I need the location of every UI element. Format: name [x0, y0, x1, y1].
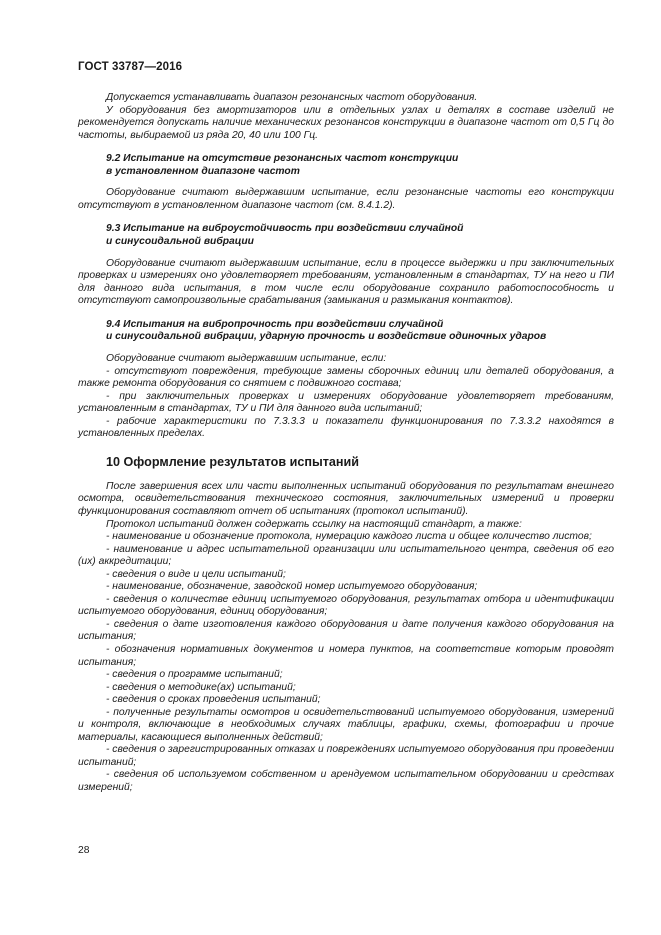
section-heading-10: 10 Оформление результатов испытаний: [106, 454, 359, 469]
list-item: - сведения о методике(ах) испытаний;: [106, 681, 296, 693]
list-item: - наименование и адрес испытательной организации или испытательного центра, сведения об его (их) аккредитации;: [78, 543, 614, 568]
document-header: ГОСТ 33787—2016: [78, 61, 183, 73]
document-body: [78, 92, 614, 795]
paragraph: Оборудование считают выдержавшим испытание, если в процессе выдержки и при заключительных проверках и измерениях оно удовлетворяет требованиям, установленным в стандартах, ТУ на него и ПИ для данного вида испытания, в том числе если оборудование сохранило работоспособность и отсутствуют самопроизвольные срабатывания (замыкания и размыкания контактов).: [78, 257, 614, 307]
list-item: - сведения о программе испытаний;: [106, 669, 283, 681]
paragraph: Оборудование считают выдержавшим испытание, если:: [106, 353, 387, 365]
list-item: - сведения о зарегистрированных отказах и повреждениях испытуемого оборудования при проведении испытаний;: [78, 744, 614, 768]
heading-line: 9.4 Испытания на вибропрочность при воздействии случайной: [106, 318, 444, 330]
list-item: - рабочие характеристики по 7.3.3.3 и показатели функционирования по 7.3.3.2 находятся в установленных пределах.: [78, 415, 614, 440]
paragraph: Оборудование считают выдержавшим испытание, если резонансные частоты его конструкции отсутствуют в установленном диапазоне частот (см. 8.4.1.2).: [78, 187, 614, 211]
list-item: - обозначения нормативных документов и номера пунктов, на соответствие которым проводят испытания;: [78, 643, 614, 668]
list-item: - наименование и обозначение протокола, нумерацию каждого листа и общее количество листов;: [106, 531, 592, 543]
paragraph: Протокол испытаний должен содержать ссылку на настоящий стандарт, а также:: [106, 518, 522, 530]
list-item: - наименование, обозначение, заводской номер испытуемого оборудования;: [106, 581, 478, 593]
list-item: - сведения об используемом собственном и арендуемом испытательном оборудовании и средствах измерений;: [78, 769, 614, 793]
heading-line: 9.2 Испытание на отсутствие резонансных частот конструкции: [106, 153, 459, 165]
heading-line: и синусоидальной вибрации: [106, 236, 254, 248]
list-item: - сведения о сроках проведения испытаний;: [106, 694, 321, 706]
list-item: - отсутствуют повреждения, требующие замены сборочных единиц или деталей оборудования, а также ремонта оборудования со снятием с подвижного состава;: [78, 365, 614, 390]
list-item: - при заключительных проверках и измерениях оборудование удовлетворяет требованиям, установленным в стандартах, ТУ и ПИ для данного вида испытаний;: [78, 390, 614, 415]
section-heading-9-2: [78, 153, 614, 178]
list-item: - сведения о виде и цели испытаний;: [106, 568, 286, 580]
paragraph: Допускается устанавливать диапазон резонансных частот оборудования.: [106, 92, 478, 103]
paragraph: После завершения всех или части выполненных испытаний оборудования по результатам внешнего осмотра, освидетельствования технического состояния, заключительных измерений и проверки функционирования составляют отчет об испытаниях (протокол испытаний).: [78, 480, 614, 517]
page-number: 28: [78, 845, 90, 856]
heading-line: в установленном диапазоне частот: [106, 165, 300, 177]
heading-line: 9.3 Испытание на виброустойчивость при воздействии случайной: [106, 223, 464, 235]
section-heading-9-4: [78, 319, 614, 344]
section-heading-9-3: [78, 223, 614, 248]
list-item: - сведения о количестве единиц испытуемого оборудования, результатах отбора и идентификации испытуемого оборудования, единиц оборудования;: [78, 593, 614, 618]
heading-line: и синусоидальной вибрации, ударную прочность и воздействие одиночных ударов: [106, 331, 547, 343]
list-item: - полученные результаты осмотров и освидетельствований испытуемого оборудования, измерений и контроля, включающие в необходимых случаях таблицы, графики, схемы, фотографии и прочие материалы, касающиеся выполненных действий;: [78, 706, 614, 743]
list-item: - сведения о дате изготовления каждого оборудования и дате получения каждого оборудования на испытания;: [78, 618, 614, 643]
paragraph: У оборудования без амортизаторов или в отдельных узлах и деталях в составе изделий не рекомендуется допускать наличие механических резонансов конструкции в диапазоне частот от 0,5 Гц до частоты, выбираемой из ряда 20, 40 или 100 Гц.: [78, 104, 614, 141]
